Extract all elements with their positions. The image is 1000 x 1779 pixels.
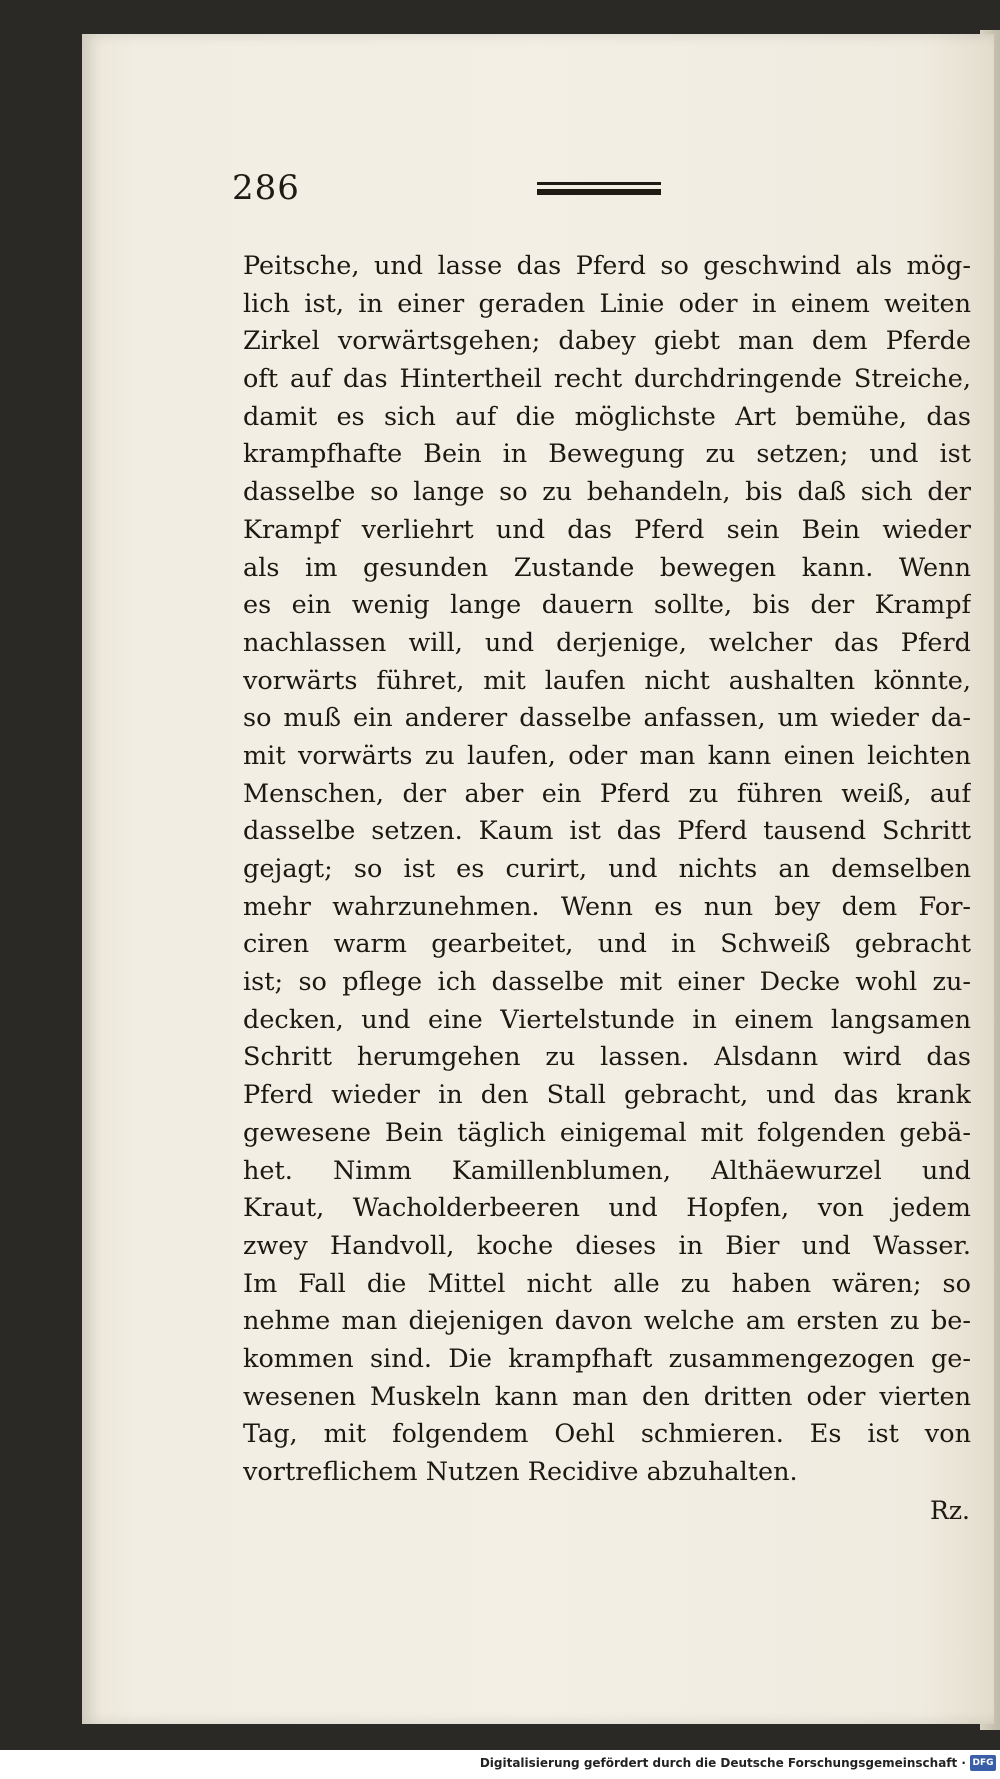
text-line: zwey Handvoll, koche dieses in Bier und Wasser. xyxy=(243,1230,971,1261)
text-line: oft auf das Hintertheil recht durchdringende Streiche, xyxy=(243,364,971,395)
text-line: als im gesunden Zustande bewegen kann. Wenn xyxy=(243,552,971,583)
text-line: gejagt; so ist es curirt, und nichts an demselben xyxy=(243,854,971,884)
text-line: ist; so pflege ich dasselbe mit einer Decke wohl zu- xyxy=(243,967,971,998)
text-line: dasselbe so lange so zu behandeln, bis daß sich der xyxy=(243,477,971,508)
text-line: nachlassen will, und derjenige, welcher das Pferd xyxy=(243,627,971,658)
text-line: Pferd wieder in den Stall gebracht, und das krank xyxy=(243,1080,971,1111)
page-number: 286 xyxy=(232,168,300,208)
text-line: vortreflichem Nutzen Recidive abzuhalten. xyxy=(243,1457,798,1487)
text-line: damit es sich auf die möglichste Art bemühe, das xyxy=(243,401,971,432)
header-rule-thin xyxy=(537,182,661,185)
page-header xyxy=(0,150,1000,210)
text-line: so muß ein anderer dasselbe anfassen, um wieder da- xyxy=(243,703,971,734)
text-line: mit vorwärts zu laufen, oder man kann einen leichten xyxy=(243,740,971,771)
text-line: kommen sind. Die krampfhaft zusammengezogen ge- xyxy=(243,1343,971,1374)
text-line: krampfhafte Bein in Bewegung zu setzen; und ist xyxy=(243,439,971,470)
text-line: Zirkel vorwärtsgehen; dabey giebt man dem Pferde xyxy=(243,326,971,357)
text-line: ciren warm gearbeitet, und in Schweiß gebracht xyxy=(243,929,971,960)
text-line: Schritt herumgehen zu lassen. Alsdann wird das xyxy=(243,1042,971,1073)
digitization-footer xyxy=(0,1750,1000,1779)
text-line: mehr wahrzunehmen. Wenn es nun bey dem For- xyxy=(243,891,971,922)
funding-credit: Digitalisierung gefördert durch die Deutsche Forschungsgemeinschaft · xyxy=(479,1756,966,1770)
text-line: Im Fall die Mittel nicht alle zu haben wären; so xyxy=(243,1268,971,1299)
header-rule-thick xyxy=(537,189,661,195)
text-line: dasselbe setzen. Kaum ist das Pferd tausend Schritt xyxy=(243,816,971,847)
body-text xyxy=(243,248,971,1492)
text-line: Kraut, Wacholderbeeren und Hopfen, von jedem xyxy=(243,1193,971,1224)
text-line: es ein wenig lange dauern sollte, bis der Krampf xyxy=(243,590,971,621)
text-line: lich ist, in einer geraden Linie oder in einem weiten xyxy=(243,288,971,319)
text-line: vorwärts führet, mit laufen nicht aushalten könnte, xyxy=(243,665,971,696)
text-line: Menschen, der aber ein Pferd zu führen weiß, auf xyxy=(243,778,971,809)
catchword: Rz. xyxy=(930,1496,970,1525)
text-line: Peitsche, und lasse das Pferd so geschwind als mög- xyxy=(243,251,971,281)
text-line: decken, und eine Viertelstunde in einem langsamen xyxy=(243,1004,971,1035)
text-line: Krampf verliehrt und das Pferd sein Bein wieder xyxy=(243,514,971,545)
text-line: gewesene Bein täglich einigemal mit folgenden gebä- xyxy=(243,1117,971,1148)
dfg-logo-icon: DFG xyxy=(970,1755,996,1771)
text-line: nehme man diejenigen davon welche am ersten zu be- xyxy=(243,1306,971,1337)
text-line: wesenen Muskeln kann man den dritten oder vierten xyxy=(243,1381,971,1412)
text-line: Tag, mit folgendem Oehl schmieren. Es ist von xyxy=(243,1419,971,1450)
text-line: het. Nimm Kamillenblumen, Althäewurzel und xyxy=(243,1155,971,1186)
